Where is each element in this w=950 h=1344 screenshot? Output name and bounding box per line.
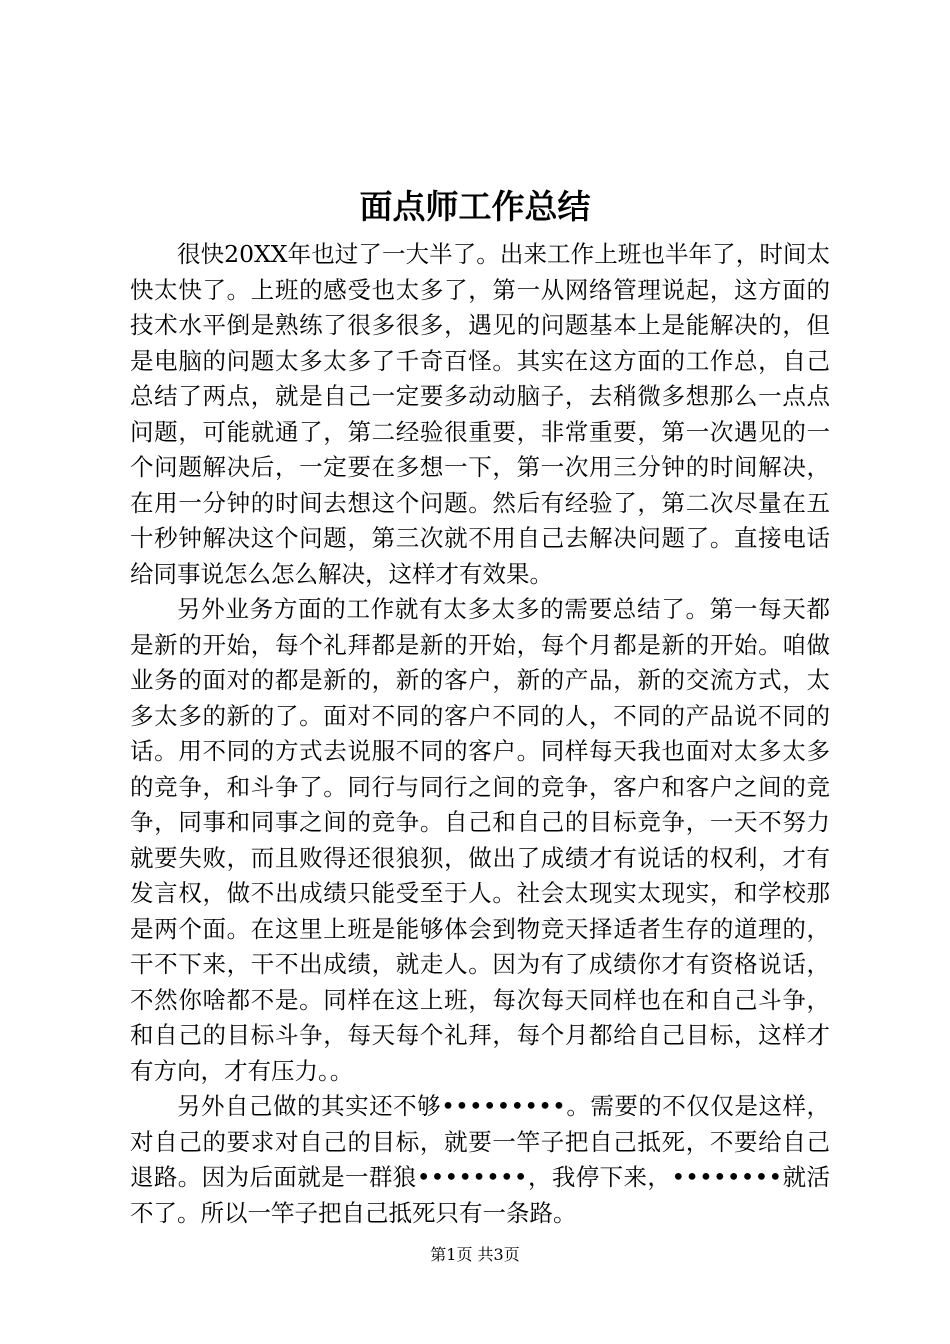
paragraph-1: 很快20XX年也过了一大半了。出来工作上班也半年了，时间太快太快了。上班的感受也太多了，第一从网络管理说起，这方面的技术水平倒是熟练了很多很多，遇见的问题基本上是能解决的，但是电脑的问题太多太多了千奇百怪。其实在这方面的工作总，自己总结了两点，就是自己一定要多动动脑子，去稍微多想那么一点点问题，可能就通了，第二经验很重要，非常重要，第一次遇见的一个问题解决后，一定要在多想一下，第一次用三分钟的时间解决，在用一分钟的时间去想这个问题。然后有经验了，第二次尽量在五十秒钟解决这个问题，第三次就不用自己去解决问题了。直接电话给同事说怎么怎么解决，这样才有效果。 bbox=[130, 240, 830, 588]
document-title: 面点师工作总结 bbox=[359, 187, 591, 226]
paragraph-3: 另外自己做的其实还不够•••••••••。需要的不仅仅是这样，对自己的要求对自己的目标，就要一竿子把自己抵死，不要给自己退路。因为后面就是一群狼••••••••，我停下来，••••••••就活不了。所以一竿子把自己抵死只有一条路。 bbox=[130, 1092, 830, 1227]
document-body bbox=[130, 237, 830, 1231]
paragraph-2: 另外业务方面的工作就有太多太多的需要总结了。第一每天都是新的开始，每个礼拜都是新的开始，每个月都是新的开始。咱做业务的面对的都是新的，新的客户，新的产品，新的交流方式，太多太多的新的了。面对不同的客户不同的人，不同的产品说不同的话。用不同的方式去说服不同的客户。同样每天我也面对太多太多的竞争，和斗争了。同行与同行之间的竞争，客户和客户之间的竞争，同事和同事之间的竞争。自己和自己的目标竞争，一天不努力就要失败，而且败得还很狼狈，做出了成绩才有说话的权利，才有发言权，做不出成绩只能受至于人。社会太现实太现实，和学校那是两个面。在这里上班是能够体会到物竞天择适者生存的道理的，干不下来，干不出成绩，就走人。因为有了成绩你才有资格说话，不然你啥都不是。同样在这上班，每次每天同样也在和自己斗争，和自己的目标斗争，每天每个礼拜，每个月都给自己目标，这样才有方向，才有压力。。 bbox=[130, 595, 830, 1085]
page-number-footer: 第1页 共3页 bbox=[430, 1245, 520, 1264]
